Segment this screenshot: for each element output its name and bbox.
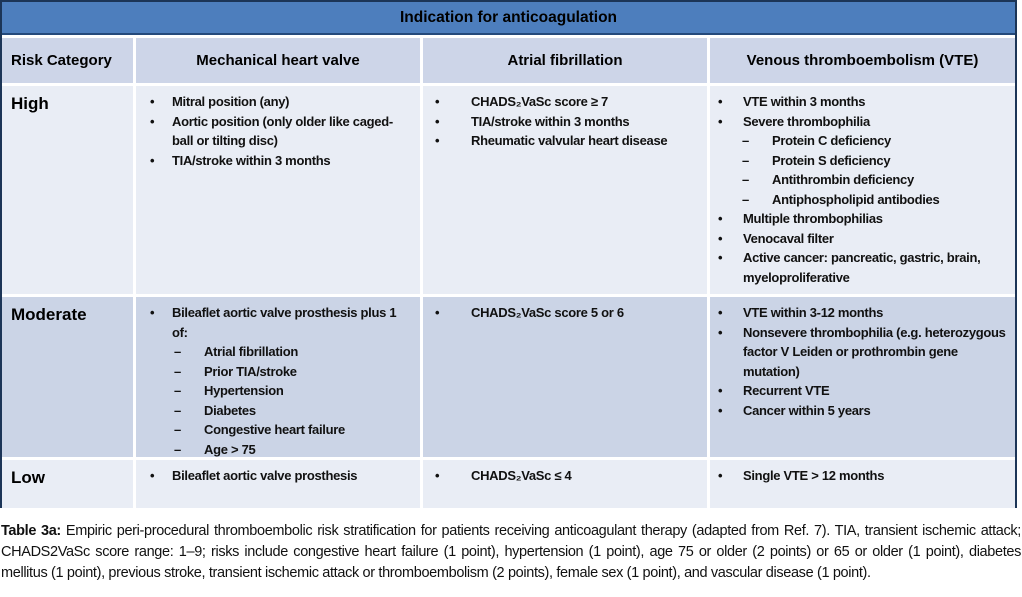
list-item-text: Active cancer: pancreatic, gastric, brain, myeloproliferative (743, 250, 981, 285)
table-cell-high-vte (710, 86, 1015, 294)
bullet-icon: • (435, 113, 440, 129)
bullet-icon: • (435, 305, 440, 320)
list-item-text: TIA/stroke within 3 months (172, 152, 331, 168)
table-cell-high-mechanical (136, 86, 420, 294)
caption-label: Table 3a: (1, 523, 61, 539)
list-item (718, 323, 1009, 382)
list-item (174, 362, 410, 382)
list-item-text: CHADS₂VaSc score ≥ 7 (471, 94, 608, 109)
list-item-text: VTE within 3-12 months (743, 305, 884, 320)
bullet-icon: • (718, 468, 723, 483)
table-cell-low-af (423, 460, 707, 508)
bullet-icon: • (718, 94, 723, 109)
bullet-icon: • (435, 133, 440, 148)
list-item-text: Severe thrombophilia (743, 113, 870, 129)
list-item (150, 92, 410, 112)
bullet-icon: • (718, 211, 723, 226)
list-item (718, 92, 1009, 112)
list-item (718, 209, 1009, 229)
list-item (718, 248, 1009, 287)
list-item-text: CHADS₂VaSc score 5 or 6 (471, 305, 624, 320)
list-item (174, 420, 410, 440)
list-item-text: CHADS₂VaSc ≤ 4 (471, 468, 572, 483)
table-cell-moderate-mechanical (136, 297, 420, 457)
table-cell-moderate-af (423, 297, 707, 457)
dash-icon: – (174, 441, 181, 457)
list-item-text: Prior TIA/stroke (204, 363, 297, 379)
list-item (150, 303, 410, 342)
list-item (150, 151, 410, 171)
list-item-text: Cancer within 5 years (743, 402, 871, 418)
list-item-text: Protein C deficiency (772, 133, 891, 148)
list-item-text: Protein S deficiency (772, 152, 891, 168)
table-title: Indication for anticoagulation (2, 2, 1015, 35)
bullet-icon: • (150, 468, 155, 483)
list-item (174, 381, 410, 401)
list-item (742, 131, 1009, 151)
bullet-icon: • (435, 94, 440, 109)
list-item (174, 342, 410, 362)
bullet-icon: • (718, 402, 723, 418)
list-item (742, 190, 1009, 210)
dash-icon: – (742, 133, 749, 148)
list-item-text: Mitral position (any) (172, 94, 290, 109)
list-item-text: Bileaflet aortic valve prosthesis (172, 468, 358, 483)
dash-icon: – (742, 191, 749, 207)
list-item (150, 112, 410, 151)
list-item-text: VTE within 3 months (743, 94, 866, 109)
list-item-text: Diabetes (204, 402, 256, 418)
column-header-atrial-fibrillation: Atrial fibrillation (423, 38, 707, 83)
list-item (718, 466, 1009, 486)
list-item (435, 131, 697, 151)
list-item-text: Recurrent VTE (743, 383, 830, 398)
list-item (174, 440, 410, 460)
list-item (435, 303, 697, 323)
dash-icon: – (742, 172, 749, 187)
list-item (435, 92, 697, 112)
list-item-text: Atrial fibrillation (204, 344, 298, 359)
bullet-icon: • (718, 113, 723, 129)
bullet-icon: • (718, 383, 723, 398)
dash-icon: – (174, 344, 181, 359)
row-category-low: Low (2, 460, 133, 508)
dash-icon: – (742, 152, 749, 168)
bullet-icon: • (718, 250, 723, 265)
list-item (150, 466, 410, 486)
table-cell-moderate-vte (710, 297, 1015, 457)
bullet-icon: • (718, 230, 723, 246)
dash-icon: – (174, 422, 181, 437)
list-item-text: Single VTE > 12 months (743, 468, 885, 483)
list-item-text: TIA/stroke within 3 months (471, 113, 630, 129)
table-cell-high-af (423, 86, 707, 294)
list-item-text: Congestive heart failure (204, 422, 345, 437)
list-item-text: Antiphospholipid antibodies (772, 191, 940, 207)
bullet-icon: • (150, 113, 155, 129)
list-item-text: Hypertension (204, 383, 284, 398)
list-item (718, 112, 1009, 132)
list-item (435, 466, 697, 486)
list-item (718, 381, 1009, 401)
dash-icon: – (174, 402, 181, 418)
list-item (718, 401, 1009, 421)
dash-icon: – (174, 363, 181, 379)
list-item (742, 151, 1009, 171)
row-category-moderate: Moderate (2, 297, 133, 457)
list-item (718, 229, 1009, 249)
list-item-text: Age > 75 (204, 441, 256, 457)
bullet-icon: • (435, 468, 440, 483)
list-item-text: Aortic position (only older like caged-ball or tilting disc) (172, 113, 393, 148)
list-item (435, 112, 697, 132)
bullet-icon: • (150, 94, 155, 109)
row-category-high: High (2, 86, 133, 294)
dash-icon: – (174, 383, 181, 398)
table-cell-low-vte (710, 460, 1015, 508)
bullet-icon: • (718, 324, 723, 340)
column-header-mechanical-heart-valve: Mechanical heart valve (136, 38, 420, 83)
list-item-text: Antithrombin deficiency (772, 172, 914, 187)
column-header-risk-category: Risk Category (2, 38, 133, 83)
caption-text: Empiric peri-procedural thromboembolic risk stratification for patients receiving anticoagulant therapy (adapted from Ref. 7). TIA, transient ischemic attack; CHADS2VaSc score range: 1–9; risks include congestive heart failure (1 point), hypertension (1 point), age 75 or older (2 points) or 65 or older (1 point), diabetes mellitus (1 point), previous stroke, transient ischemic attack or thromboembolism (2 points), female sex (1 point), and vascular disease (1 point). (1, 523, 1021, 581)
table-cell-low-mechanical (136, 460, 420, 508)
list-item (174, 401, 410, 421)
list-item (718, 303, 1009, 323)
list-item-text: Venocaval filter (743, 230, 834, 246)
list-item (742, 170, 1009, 190)
bullet-icon: • (150, 305, 155, 320)
list-item-text: Rheumatic valvular heart disease (471, 133, 668, 148)
list-item-text: Multiple thrombophilias (743, 211, 883, 226)
list-item-text: Bileaflet aortic valve prosthesis plus 1 of: (172, 305, 397, 340)
list-item-text: Nonsevere thrombophilia (e.g. heterozygous factor V Leiden or prothrombin gene mutation) (743, 324, 1006, 379)
bullet-icon: • (718, 305, 723, 320)
column-header-vte: Venous thromboembolism (VTE) (710, 38, 1015, 83)
bullet-icon: • (150, 152, 155, 168)
table-caption (0, 521, 1022, 584)
